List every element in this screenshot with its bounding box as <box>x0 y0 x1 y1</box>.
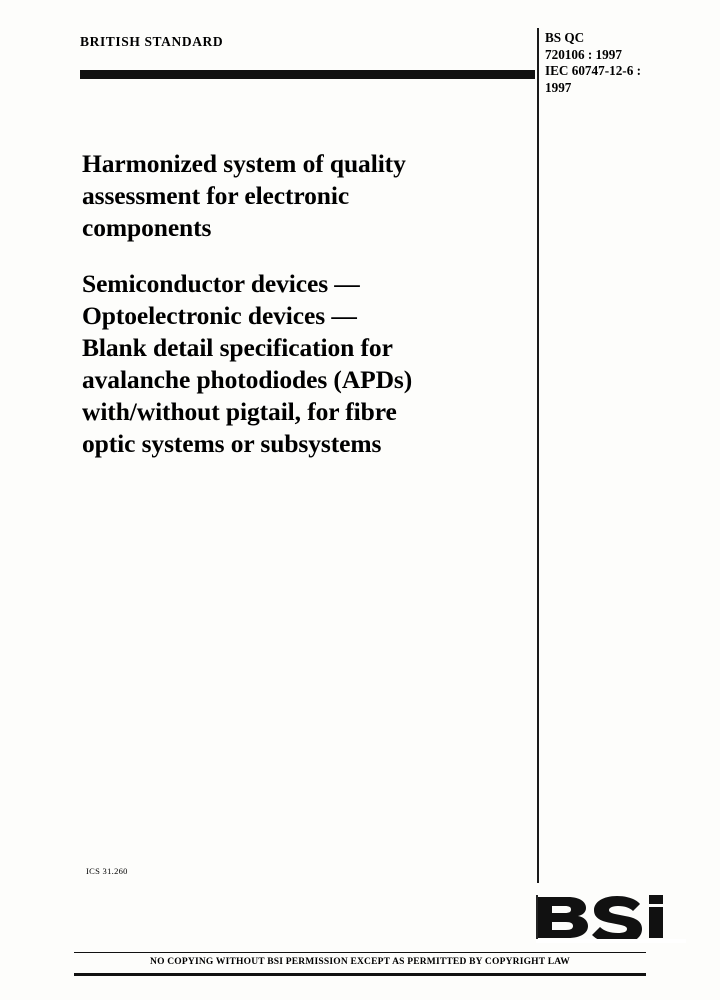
subtitle-line-1: Semiconductor devices — <box>82 269 360 298</box>
header-rule <box>80 70 535 77</box>
main-title-line-2: assessment for electronic <box>82 181 350 210</box>
reference-line-3: IEC 60747-12-6 : <box>545 63 641 78</box>
subtitle-line-4: avalanche photodiodes (APDs) <box>82 365 413 394</box>
main-title-line-3: components <box>82 213 212 242</box>
subtitle <box>82 268 532 460</box>
subtitle-line-2: Optoelectronic devices — <box>82 301 357 330</box>
bsi-logo <box>536 895 686 943</box>
ics-code: ICS 31.260 <box>86 866 128 876</box>
standard-reference-block <box>545 30 715 96</box>
footer-rule-top <box>74 952 646 953</box>
subtitle-line-3: Blank detail specification for <box>82 333 393 362</box>
main-title <box>82 148 532 244</box>
copyright-notice: NO COPYING WITHOUT BSI PERMISSION EXCEPT AS PERMITTED BY COPYRIGHT LAW <box>150 957 570 967</box>
reference-line-4: 1997 <box>545 79 572 95</box>
vertical-divider <box>537 28 539 883</box>
title-block <box>82 148 532 460</box>
standard-label: BRITISH STANDARD <box>80 34 224 49</box>
reference-line-1: BS QC <box>545 30 585 45</box>
subtitle-line-6: optic systems or subsystems <box>82 429 382 458</box>
footer-rule-bottom <box>74 973 646 976</box>
subtitle-line-5: with/without pigtail, for fibre <box>82 397 397 426</box>
main-title-line-1: Harmonized system of quality <box>82 149 406 178</box>
reference-line-2: 720106 : 1997 <box>545 46 622 62</box>
